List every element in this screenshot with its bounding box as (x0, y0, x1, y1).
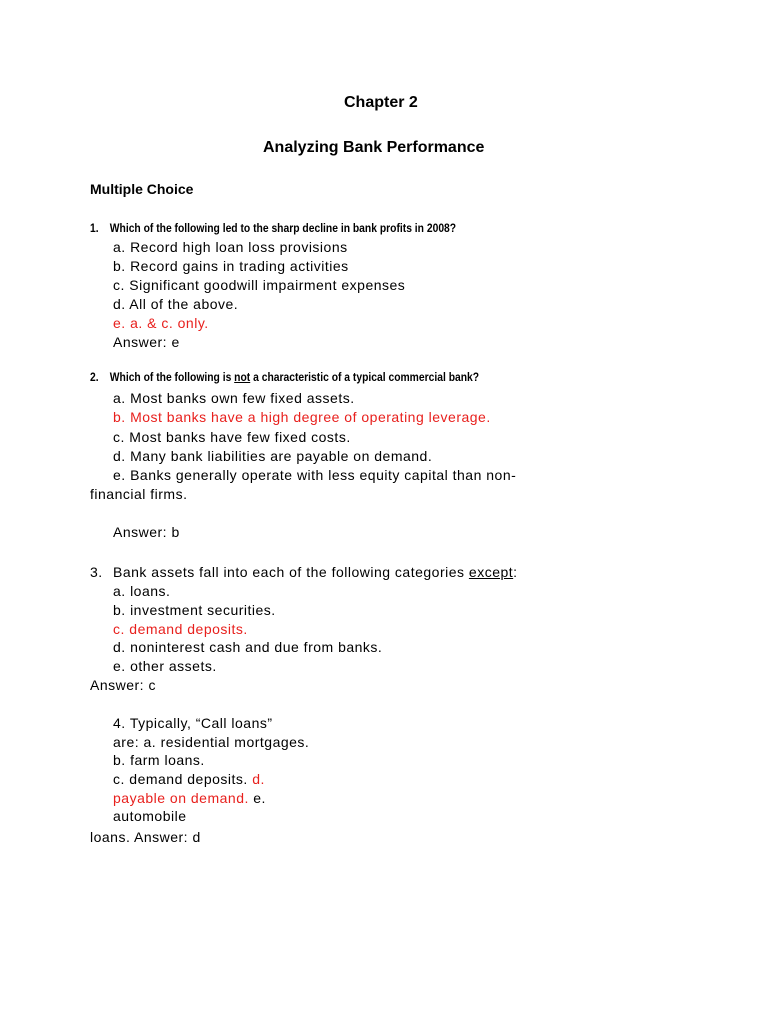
q1-option-c: c. Significant goodwill impairment expenses (113, 277, 406, 293)
q4-line-6: automobile (113, 808, 187, 824)
q4-option-e-label: e. (248, 790, 266, 806)
q1-answer: Answer: e (113, 334, 180, 350)
question-number: 3. (90, 564, 103, 580)
question-4: 4. Typically, “Call loans” (113, 715, 273, 731)
question-number: 1. (90, 221, 99, 235)
q4-line-4 (113, 770, 265, 788)
q4-option-d-label-correct: d. (252, 771, 265, 787)
question-text-before: Bank assets fall into each of the following categories (113, 564, 469, 580)
q3-answer: Answer: c (90, 677, 156, 693)
q3-option-c-correct: c. demand deposits. (113, 621, 248, 637)
q2-option-c: c. Most banks have few fixed costs. (113, 429, 351, 445)
q1-option-a: a. Record high loan loss provisions (113, 239, 348, 255)
q3-option-a: a. loans. (113, 583, 171, 599)
q1-option-d: d. All of the above. (113, 296, 239, 312)
question-3 (90, 563, 518, 581)
section-heading: Multiple Choice (90, 181, 194, 197)
q4-line-3: b. farm loans. (113, 752, 205, 768)
question-text-after: a characteristic of a typical commercial bank? (250, 370, 480, 384)
q2-option-e: e. Banks generally operate with less equity capital than non- (113, 467, 517, 483)
q3-option-d: d. noninterest cash and due from banks. (113, 639, 383, 655)
question-2 (90, 369, 479, 385)
q3-option-b: b. investment securities. (113, 602, 276, 618)
question-text: Which of the following led to the sharp decline in bank profits in 2008? (109, 221, 457, 235)
question-1 (90, 220, 456, 236)
q4-line-2: are: a. residential mortgages. (113, 734, 310, 750)
page-title: Analyzing Bank Performance (263, 139, 485, 156)
question-text-underlined: except (468, 564, 514, 580)
q2-option-a: a. Most banks own few fixed assets. (113, 390, 355, 406)
q1-option-e-correct: e. a. & c. only. (113, 315, 209, 331)
q4-option-d-text-correct: payable on demand. (113, 790, 249, 806)
q2-answer: Answer: b (113, 524, 180, 540)
q2-option-e-continued: financial firms. (90, 486, 188, 502)
chapter-heading: Chapter 2 (344, 94, 418, 111)
q2-option-d: d. Many bank liabilities are payable on demand. (113, 448, 433, 464)
q4-answer: loans. Answer: d (90, 829, 201, 845)
q2-option-b-correct: b. Most banks have a high degree of operating leverage. (113, 409, 491, 425)
q4-option-c: c. demand deposits. (113, 771, 253, 787)
question-text-before: Which of the following is (109, 370, 235, 384)
question-text-after: : (513, 564, 518, 580)
question-text-underlined: not (234, 370, 251, 384)
q3-option-e: e. other assets. (113, 658, 217, 674)
q4-line-5 (113, 789, 266, 807)
question-number: 2. (90, 370, 99, 384)
q1-option-b: b. Record gains in trading activities (113, 258, 349, 274)
